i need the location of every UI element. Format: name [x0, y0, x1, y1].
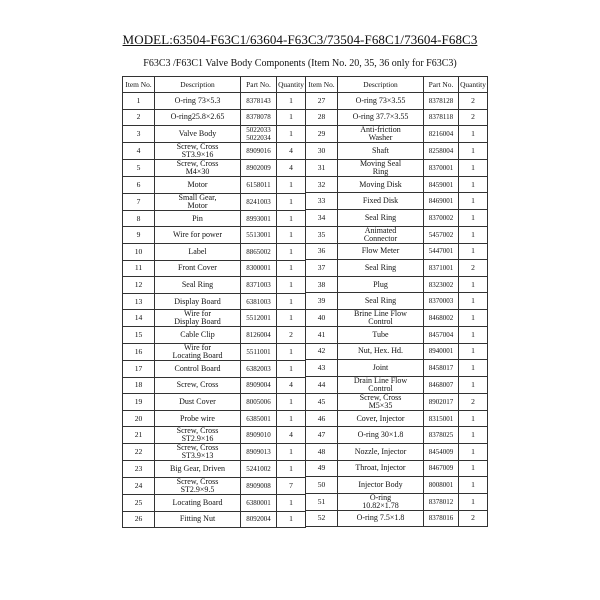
- part-no-cell: 8216004: [424, 126, 459, 143]
- table-row: [123, 293, 306, 310]
- table-row: [306, 510, 488, 527]
- description-cell: Wire for Display Board: [155, 310, 241, 327]
- header-part-no: Part No.: [424, 77, 459, 93]
- description-cell: O-ring 10.82×1.78: [338, 493, 424, 510]
- description-cell: Valve Body: [155, 126, 241, 143]
- item-no-cell: 13: [123, 293, 155, 310]
- description-cell: O-ring25.8×2.65: [155, 109, 241, 126]
- item-no-cell: 32: [306, 176, 338, 193]
- description-cell: Injector Body: [338, 477, 424, 494]
- part-no-cell: 5457002: [424, 226, 459, 243]
- quantity-cell: 1: [277, 93, 306, 110]
- item-no-cell: 19: [123, 394, 155, 411]
- part-no-cell: 8092004: [241, 511, 277, 528]
- description-cell: Dust Cover: [155, 394, 241, 411]
- part-no-cell: 6385001: [241, 410, 277, 427]
- table-row: [306, 443, 488, 460]
- description-cell: Seal Ring: [338, 209, 424, 226]
- description-cell: Wire for power: [155, 227, 241, 244]
- item-no-cell: 23: [123, 461, 155, 478]
- description-cell: Small Gear, Motor: [155, 193, 241, 210]
- item-no-cell: 45: [306, 393, 338, 410]
- table-subtitle: F63C3 /F63C1 Valve Body Components (Item No. 20, 35, 36 only for F63C3): [143, 58, 457, 69]
- parts-table-right: [305, 76, 488, 527]
- quantity-cell: 2: [459, 510, 488, 527]
- quantity-cell: 2: [459, 109, 488, 126]
- item-no-cell: 8: [123, 210, 155, 227]
- part-no-cell: 8865002: [241, 243, 277, 260]
- quantity-cell: 1: [277, 360, 306, 377]
- description-cell: Control Board: [155, 360, 241, 377]
- item-no-cell: 40: [306, 309, 338, 326]
- description-cell: Screw, Cross M4×30: [155, 160, 241, 177]
- header-item-no: Item No.: [123, 77, 155, 93]
- item-no-cell: 9: [123, 227, 155, 244]
- item-no-cell: 38: [306, 276, 338, 293]
- part-no-cell: 5513001: [241, 227, 277, 244]
- quantity-cell: 1: [277, 310, 306, 327]
- part-no-cell: 8909004: [241, 377, 277, 394]
- item-no-cell: 22: [123, 444, 155, 461]
- description-cell: Tube: [338, 326, 424, 343]
- quantity-cell: 1: [277, 193, 306, 210]
- table-row: [123, 93, 306, 110]
- description-cell: O-ring 30×1.8: [338, 427, 424, 444]
- quantity-cell: 2: [459, 93, 488, 110]
- item-no-cell: 3: [123, 126, 155, 143]
- table-row: [123, 277, 306, 294]
- item-no-cell: 50: [306, 477, 338, 494]
- part-no-cell: 6381003: [241, 293, 277, 310]
- table-row: [123, 126, 306, 143]
- part-no-cell: 8126004: [241, 327, 277, 344]
- table-row: [306, 493, 488, 510]
- description-cell: Cable Clip: [155, 327, 241, 344]
- part-no-cell: 5241002: [241, 461, 277, 478]
- description-cell: Cover, Injector: [338, 410, 424, 427]
- description-cell: Flow Meter: [338, 243, 424, 260]
- part-no-cell: 8909016: [241, 143, 277, 160]
- table-row: [123, 193, 306, 210]
- table-row: [306, 93, 488, 110]
- item-no-cell: 44: [306, 376, 338, 393]
- item-no-cell: 41: [306, 326, 338, 343]
- table-row: [123, 494, 306, 511]
- part-no-cell: 8378118: [424, 109, 459, 126]
- quantity-cell: 1: [459, 193, 488, 210]
- part-no-cell: 8370002: [424, 209, 459, 226]
- description-cell: Screw, Cross ST2.9×16: [155, 427, 241, 444]
- part-no-cell: 8370001: [424, 159, 459, 176]
- table-row: [123, 444, 306, 461]
- table-row: [123, 394, 306, 411]
- parts-table-left: [122, 76, 306, 528]
- description-cell: Screw, Cross M5×35: [338, 393, 424, 410]
- description-cell: O-ring 73×3.55: [338, 93, 424, 110]
- item-no-cell: 29: [306, 126, 338, 143]
- item-no-cell: 36: [306, 243, 338, 260]
- parts-table-left-body: [123, 93, 306, 528]
- part-no-cell: 8371001: [424, 260, 459, 277]
- table-row: [306, 126, 488, 143]
- description-cell: O-ring 73×5.3: [155, 93, 241, 110]
- table-row: [123, 109, 306, 126]
- table-row: [306, 226, 488, 243]
- header-quantity: Quantity: [277, 77, 306, 93]
- quantity-cell: 1: [459, 309, 488, 326]
- part-no-cell: 8457004: [424, 326, 459, 343]
- item-no-cell: 26: [123, 511, 155, 528]
- table-row: [123, 511, 306, 528]
- quantity-cell: 1: [459, 293, 488, 310]
- table-row: [306, 460, 488, 477]
- item-no-cell: 20: [123, 410, 155, 427]
- part-no-cell: 5022033 5022034: [241, 126, 277, 143]
- part-no-cell: 6382003: [241, 360, 277, 377]
- part-no-cell: 8902009: [241, 160, 277, 177]
- description-cell: Anti-friction Washer: [338, 126, 424, 143]
- item-no-cell: 25: [123, 494, 155, 511]
- description-cell: Wire for Locating Board: [155, 343, 241, 360]
- part-no-cell: 8378143: [241, 93, 277, 110]
- quantity-cell: 1: [459, 276, 488, 293]
- quantity-cell: 1: [277, 511, 306, 528]
- table-row: [306, 477, 488, 494]
- part-no-cell: 8258004: [424, 143, 459, 160]
- table-row: [306, 360, 488, 377]
- part-no-cell: 5447001: [424, 243, 459, 260]
- item-no-cell: 33: [306, 193, 338, 210]
- table-row: [123, 461, 306, 478]
- part-no-cell: 8315001: [424, 410, 459, 427]
- table-row: [123, 243, 306, 260]
- description-cell: Seal Ring: [338, 260, 424, 277]
- quantity-cell: 1: [459, 176, 488, 193]
- quantity-cell: 4: [277, 160, 306, 177]
- table-row: [306, 260, 488, 277]
- quantity-cell: 1: [459, 376, 488, 393]
- item-no-cell: 2: [123, 109, 155, 126]
- item-no-cell: 51: [306, 493, 338, 510]
- table-row: [123, 143, 306, 160]
- table-row: [306, 427, 488, 444]
- quantity-cell: 1: [277, 293, 306, 310]
- part-no-cell: 8909013: [241, 444, 277, 461]
- part-no-cell: 5512001: [241, 310, 277, 327]
- item-no-cell: 10: [123, 243, 155, 260]
- description-cell: Motor: [155, 177, 241, 194]
- part-no-cell: 8940001: [424, 343, 459, 360]
- quantity-cell: 1: [277, 109, 306, 126]
- item-no-cell: 5: [123, 160, 155, 177]
- item-no-cell: 47: [306, 427, 338, 444]
- quantity-cell: 2: [277, 327, 306, 344]
- quantity-cell: 1: [459, 209, 488, 226]
- part-no-cell: 8902017: [424, 393, 459, 410]
- description-cell: O-ring 37.7×3.55: [338, 109, 424, 126]
- item-no-cell: 24: [123, 477, 155, 494]
- table-row: [123, 160, 306, 177]
- quantity-cell: 1: [277, 210, 306, 227]
- part-no-cell: 8008001: [424, 477, 459, 494]
- description-cell: Nut, Hex. Hd.: [338, 343, 424, 360]
- item-no-cell: 6: [123, 177, 155, 194]
- table-row: [123, 210, 306, 227]
- quantity-cell: 1: [277, 126, 306, 143]
- quantity-cell: 1: [459, 243, 488, 260]
- parts-table-right-body: [306, 93, 488, 527]
- table-row: [123, 477, 306, 494]
- table-row: [123, 360, 306, 377]
- table-row: [123, 327, 306, 344]
- part-no-cell: 8469001: [424, 193, 459, 210]
- quantity-cell: 1: [277, 494, 306, 511]
- item-no-cell: 48: [306, 443, 338, 460]
- part-no-cell: 8378016: [424, 510, 459, 527]
- description-cell: Seal Ring: [338, 293, 424, 310]
- item-no-cell: 30: [306, 143, 338, 160]
- header-description: Description: [338, 77, 424, 93]
- item-no-cell: 18: [123, 377, 155, 394]
- quantity-cell: 1: [459, 443, 488, 460]
- table-row: [306, 343, 488, 360]
- item-no-cell: 39: [306, 293, 338, 310]
- header-quantity: Quantity: [459, 77, 488, 93]
- description-cell: Shaft: [338, 143, 424, 160]
- description-cell: Seal Ring: [155, 277, 241, 294]
- part-no-cell: 8378025: [424, 427, 459, 444]
- part-no-cell: 8378012: [424, 493, 459, 510]
- table-row: [306, 243, 488, 260]
- description-cell: Front Cover: [155, 260, 241, 277]
- part-no-cell: 8468002: [424, 309, 459, 326]
- item-no-cell: 37: [306, 260, 338, 277]
- description-cell: Locating Board: [155, 494, 241, 511]
- quantity-cell: 1: [459, 460, 488, 477]
- item-no-cell: 42: [306, 343, 338, 360]
- quantity-cell: 7: [277, 477, 306, 494]
- description-cell: Probe wire: [155, 410, 241, 427]
- table-row: [306, 159, 488, 176]
- description-cell: Moving Disk: [338, 176, 424, 193]
- quantity-cell: 1: [277, 410, 306, 427]
- quantity-cell: 4: [277, 377, 306, 394]
- quantity-cell: 1: [459, 326, 488, 343]
- quantity-cell: 1: [277, 260, 306, 277]
- part-no-cell: 5511001: [241, 343, 277, 360]
- quantity-cell: 1: [459, 343, 488, 360]
- header-part-no: Part No.: [241, 77, 277, 93]
- description-cell: Screw, Cross: [155, 377, 241, 394]
- table-row: [123, 343, 306, 360]
- part-no-cell: 8458017: [424, 360, 459, 377]
- description-cell: Plug: [338, 276, 424, 293]
- description-cell: Drain Line Flow Control: [338, 376, 424, 393]
- table-row: [306, 109, 488, 126]
- table-header-row: [306, 77, 488, 93]
- part-no-cell: 8323002: [424, 276, 459, 293]
- item-no-cell: 28: [306, 109, 338, 126]
- item-no-cell: 17: [123, 360, 155, 377]
- description-cell: Throat, Injector: [338, 460, 424, 477]
- quantity-cell: 4: [277, 143, 306, 160]
- quantity-cell: 1: [277, 343, 306, 360]
- table-row: [306, 293, 488, 310]
- part-no-cell: 8005006: [241, 394, 277, 411]
- part-no-cell: 8909010: [241, 427, 277, 444]
- part-no-cell: 8378078: [241, 109, 277, 126]
- table-row: [306, 176, 488, 193]
- description-cell: O-ring 7.5×1.8: [338, 510, 424, 527]
- item-no-cell: 27: [306, 93, 338, 110]
- table-row: [306, 393, 488, 410]
- description-cell: Fitting Nut: [155, 511, 241, 528]
- description-cell: Pin: [155, 210, 241, 227]
- table-header-row: [123, 77, 306, 93]
- table-row: [306, 376, 488, 393]
- part-no-cell: 6380001: [241, 494, 277, 511]
- description-cell: Screw, Cross ST2.9×9.5: [155, 477, 241, 494]
- header-description: Description: [155, 77, 241, 93]
- description-cell: Fixed Disk: [338, 193, 424, 210]
- quantity-cell: 1: [277, 444, 306, 461]
- part-no-cell: 8459001: [424, 176, 459, 193]
- item-no-cell: 46: [306, 410, 338, 427]
- part-no-cell: 8993001: [241, 210, 277, 227]
- description-cell: Screw, Cross ST3.9×16: [155, 143, 241, 160]
- description-cell: Big Gear, Driven: [155, 461, 241, 478]
- quantity-cell: 1: [277, 394, 306, 411]
- table-row: [306, 209, 488, 226]
- part-no-cell: 8467009: [424, 460, 459, 477]
- quantity-cell: 1: [459, 126, 488, 143]
- quantity-cell: 1: [459, 410, 488, 427]
- part-no-cell: 8909008: [241, 477, 277, 494]
- quantity-cell: 1: [459, 360, 488, 377]
- quantity-cell: 1: [459, 143, 488, 160]
- quantity-cell: 1: [277, 461, 306, 478]
- quantity-cell: 1: [459, 427, 488, 444]
- description-cell: Label: [155, 243, 241, 260]
- quantity-cell: 1: [277, 227, 306, 244]
- description-cell: Joint: [338, 360, 424, 377]
- item-no-cell: 14: [123, 310, 155, 327]
- model-title-text: MODEL:63504-F63C1/63604-F63C3/73504-F68C1/73604-F68C3: [122, 32, 478, 47]
- table-row: [123, 227, 306, 244]
- description-cell: Display Board: [155, 293, 241, 310]
- table-row: [306, 276, 488, 293]
- part-no-cell: 8370003: [424, 293, 459, 310]
- header-item-no: Item No.: [306, 77, 338, 93]
- table-row: [306, 326, 488, 343]
- table-row: [123, 410, 306, 427]
- quantity-cell: 1: [277, 177, 306, 194]
- item-no-cell: 11: [123, 260, 155, 277]
- part-no-cell: 8468007: [424, 376, 459, 393]
- item-no-cell: 43: [306, 360, 338, 377]
- item-no-cell: 16: [123, 343, 155, 360]
- quantity-cell: 1: [459, 226, 488, 243]
- model-title: [0, 32, 600, 48]
- table-row: [123, 310, 306, 327]
- item-no-cell: 21: [123, 427, 155, 444]
- part-no-cell: 6158011: [241, 177, 277, 194]
- part-no-cell: 8454009: [424, 443, 459, 460]
- table-row: [123, 427, 306, 444]
- quantity-cell: 2: [459, 393, 488, 410]
- table-row: [306, 143, 488, 160]
- quantity-cell: 4: [277, 427, 306, 444]
- table-row: [306, 410, 488, 427]
- description-cell: Screw, Cross ST3.9×13: [155, 444, 241, 461]
- quantity-cell: 1: [459, 477, 488, 494]
- item-no-cell: 1: [123, 93, 155, 110]
- table-row: [306, 309, 488, 326]
- quantity-cell: 2: [459, 260, 488, 277]
- item-no-cell: 35: [306, 226, 338, 243]
- table-row: [123, 177, 306, 194]
- quantity-cell: 1: [459, 493, 488, 510]
- part-no-cell: 8371003: [241, 277, 277, 294]
- description-cell: Moving Seal Ring: [338, 159, 424, 176]
- quantity-cell: 1: [277, 277, 306, 294]
- part-no-cell: 8300001: [241, 260, 277, 277]
- item-no-cell: 52: [306, 510, 338, 527]
- item-no-cell: 12: [123, 277, 155, 294]
- quantity-cell: 1: [459, 159, 488, 176]
- item-no-cell: 7: [123, 193, 155, 210]
- description-cell: Animated Connector: [338, 226, 424, 243]
- table-row: [123, 377, 306, 394]
- item-no-cell: 31: [306, 159, 338, 176]
- item-no-cell: 15: [123, 327, 155, 344]
- description-cell: Brine Line Flow Control: [338, 309, 424, 326]
- part-no-cell: 8378128: [424, 93, 459, 110]
- quantity-cell: 1: [277, 243, 306, 260]
- description-cell: Nozzle, Injector: [338, 443, 424, 460]
- table-row: [306, 193, 488, 210]
- item-no-cell: 4: [123, 143, 155, 160]
- item-no-cell: 34: [306, 209, 338, 226]
- part-no-cell: 8241003: [241, 193, 277, 210]
- table-row: [123, 260, 306, 277]
- item-no-cell: 49: [306, 460, 338, 477]
